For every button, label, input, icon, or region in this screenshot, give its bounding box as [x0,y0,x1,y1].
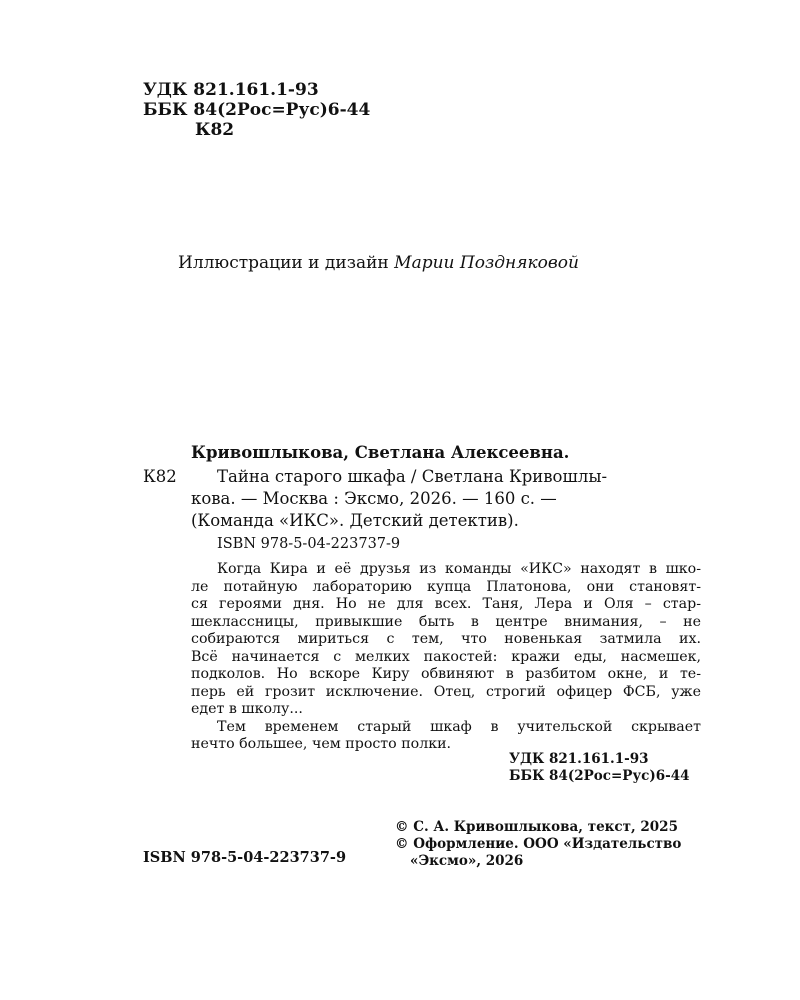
annotation-line: подколов. Но вскоре Киру обвиняют в разбитом окне, и те- [191,666,701,682]
catalog-title-line: (Команда «ИКС». Детский детектив). [191,511,519,530]
catalog-isbn: ISBN 978-5-04-223737-9 [217,536,401,552]
annotation-paragraph [191,719,701,754]
catalog-author: Кривошлыкова, Светлана Алексеевна. [191,443,570,462]
copyright-block [395,819,681,870]
catalog-author-mark: К82 [143,467,177,486]
copyright-design-cont: «Эксмо», 2026 [410,853,524,869]
bbk-code: ББК 84(2Рос=Рус)6-44 [143,100,371,120]
author-mark: К82 [195,120,235,140]
annotation-line: ле потайную лабораторию купца Платонова, они становят- [191,578,701,595]
annotation-paragraph [191,561,701,719]
catalog-title-block [191,466,607,532]
illustrations-credit [178,252,579,274]
annotation-line: Когда Кира и её друзья из команды «ИКС» находят в шко- [217,561,701,577]
annotation-line: перь ей грозит исключение. Отец, строгий офицер ФСБ, уже [191,683,701,700]
annotation-line: собираются мириться с тем, что новенькая затмила их. [191,631,701,647]
copyright-design: © Оформление. ООО «Издательство [395,836,682,852]
annotation-line: Всё начинается с мелких пакостей: кражи еды, насмешек, [191,648,701,665]
udk-code: УДК 821.161.1-93 [143,80,319,100]
annotation-line: нечто большее, чем просто полки. [191,736,452,752]
header-classification-codes [143,80,370,140]
footer-bbk-code: ББК 84(2Рос=Рус)6-44 [509,768,690,784]
copyright-text: © С. А. Кривошлыкова, текст, 2025 [395,819,678,835]
annotation [191,561,701,754]
illustrations-artist: Марии Поздняковой [394,253,579,273]
annotation-line: ся героями дня. Но не для всех. Таня, Лера и Оля – стар- [191,596,701,612]
annotation-line: шеклассницы, привыкшие быть в центре внимания, – не [191,613,701,630]
footer-classification-codes [509,751,690,785]
catalog-title-line: Тайна старого шкафа / Светлана Кривошлы- [217,467,608,486]
footer-udk-code: УДК 821.161.1-93 [509,751,649,767]
catalog-title-line: кова. — Москва : Эксмо, 2026. — 160 с. — [191,489,557,508]
annotation-line: едет в школу... [191,701,303,717]
isbn-bottom: ISBN 978-5-04-223737-9 [143,849,347,866]
annotation-line: Тем временем старый шкаф в учительской скрывает [217,718,701,735]
illustrations-prefix: Иллюстрации и дизайн [178,253,395,273]
